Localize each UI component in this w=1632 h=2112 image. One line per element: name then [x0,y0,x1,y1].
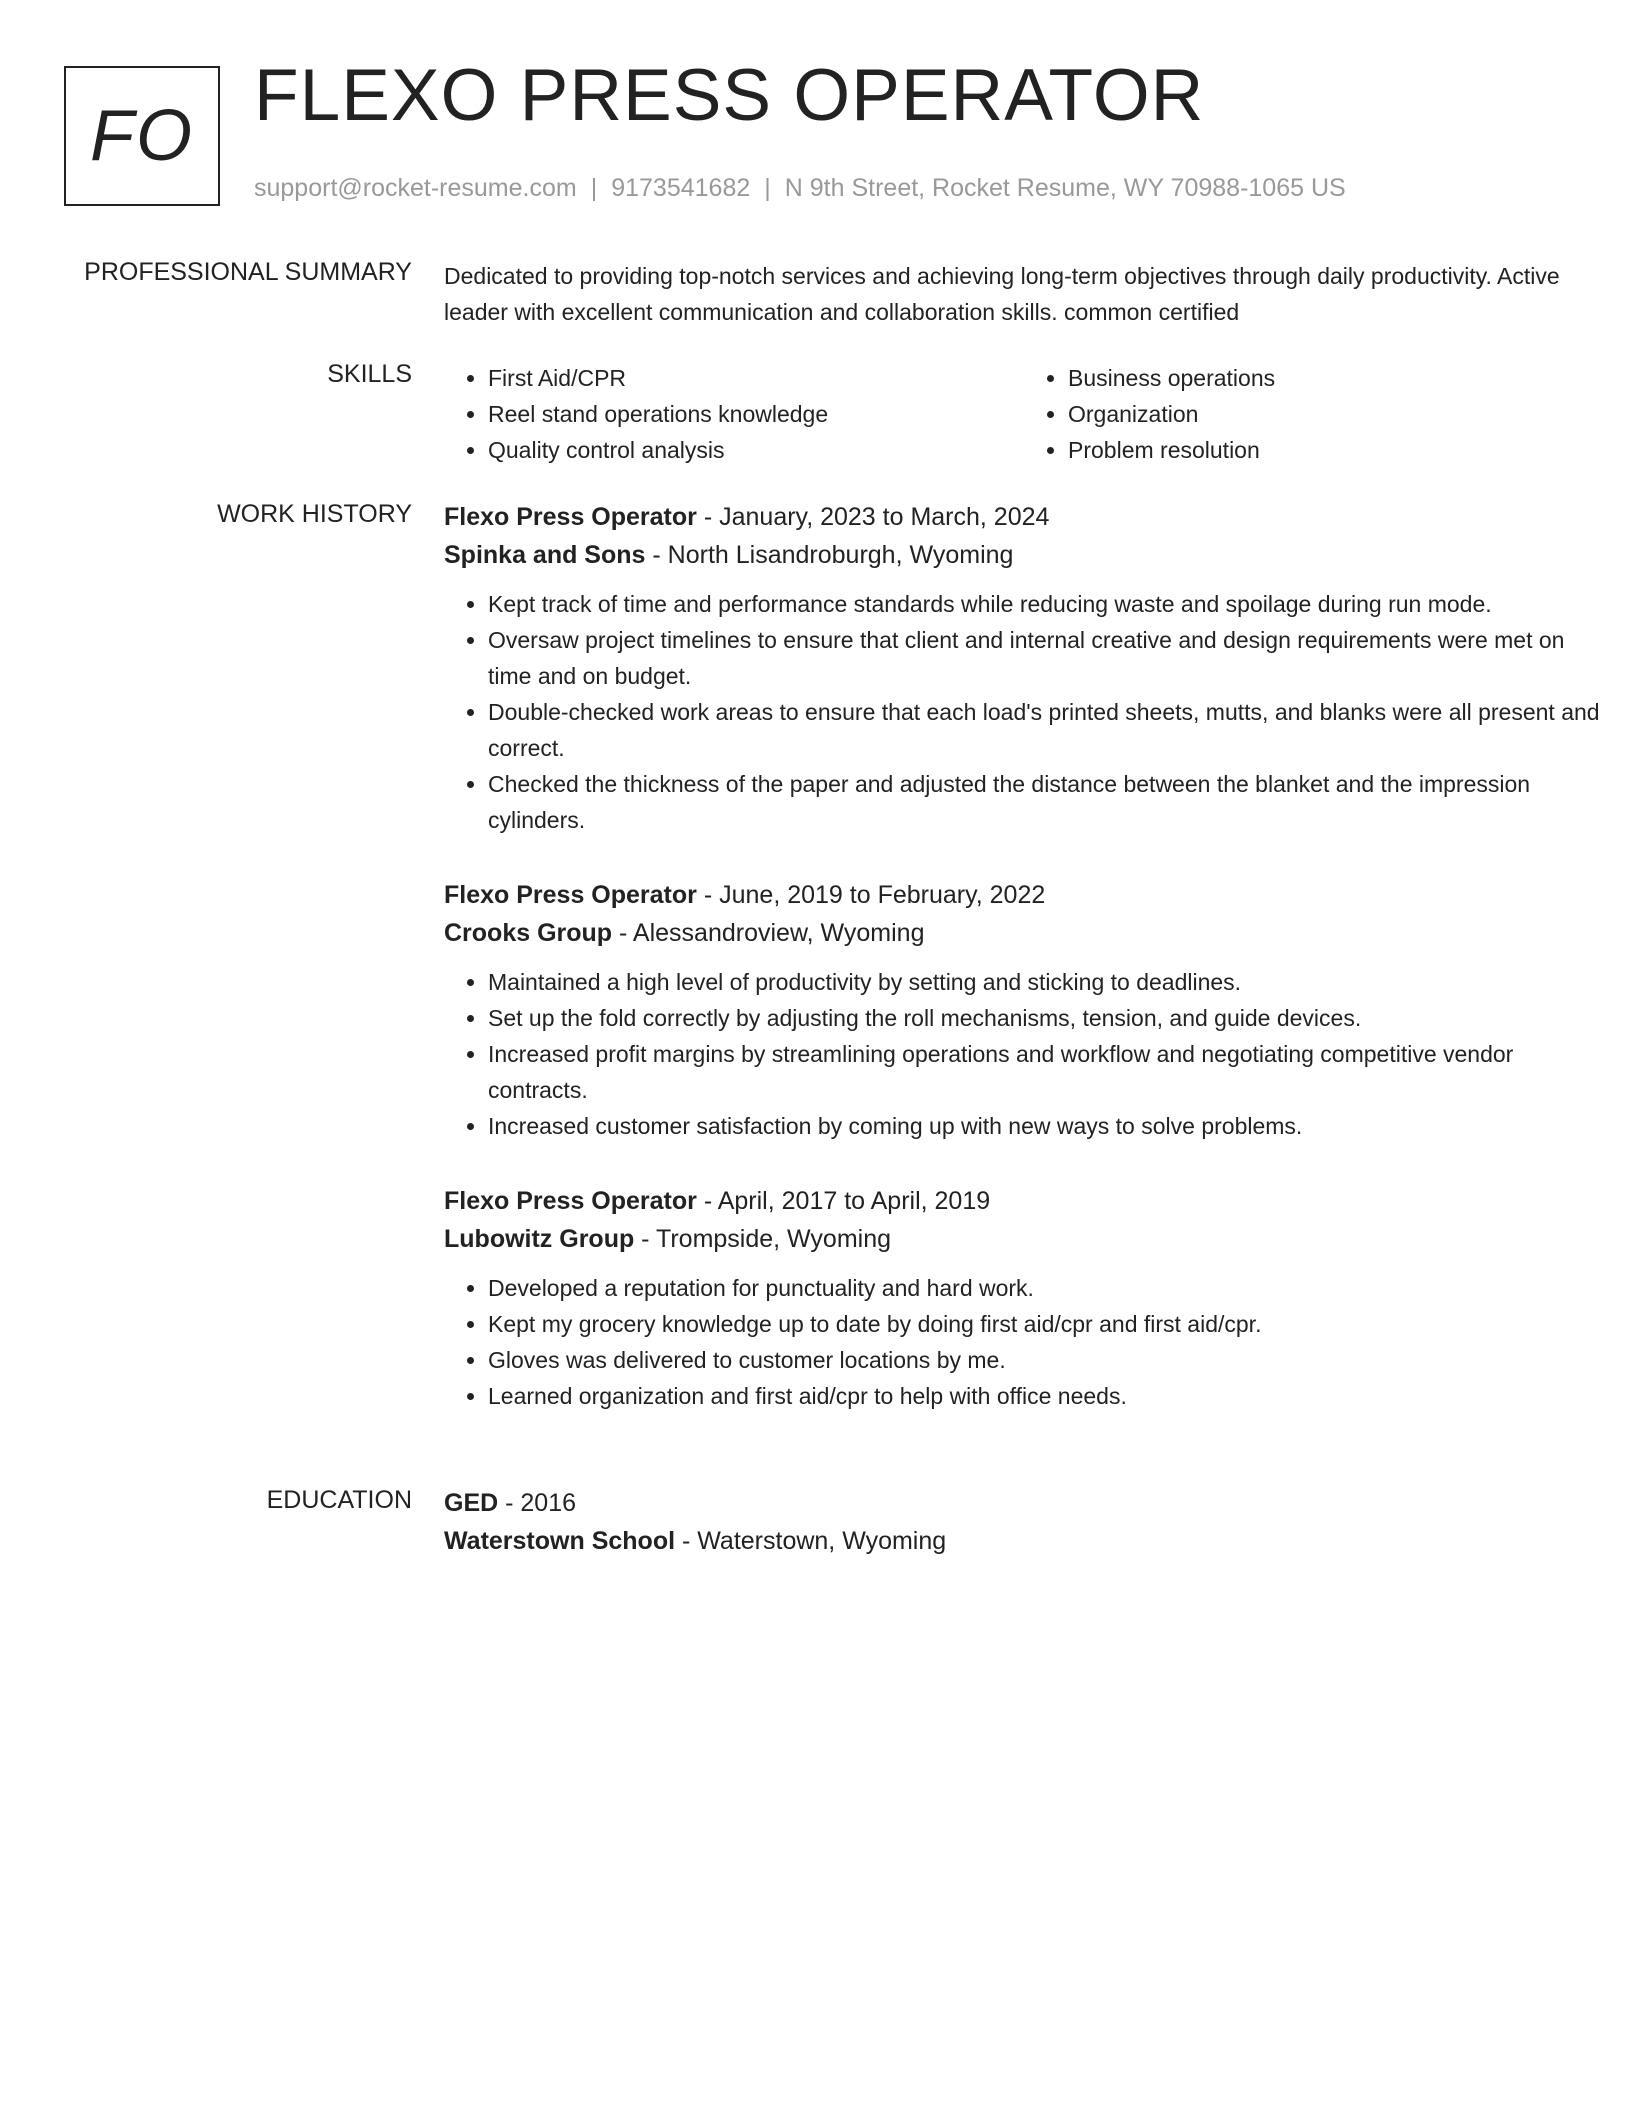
education-school: Waterstown School [444,1527,676,1555]
summary-body [444,258,1604,330]
section-label-skills: SKILLS [327,360,412,388]
contact-address: N 9th Street, Rocket Resume, WY 70988-1065 US [784,174,1346,202]
page-title: FLEXO PRESS OPERATOR [254,55,1205,136]
education-degree-line [444,1484,1604,1522]
job-bullets [444,586,1604,838]
job-dates: - June, 2019 to February, 2022 [696,881,1046,909]
list-item: • Kept my grocery knowledge up to date by doing first aid/cpr and first aid/cpr. [488,1306,1604,1342]
job-title-line [444,498,1604,536]
section-label-work-history: WORK HISTORY [217,500,412,528]
list-item: • Oversaw project timelines to ensure that client and internal creative and design requirements were met on time and on budget. [488,622,1604,694]
summary-text: Dedicated to providing top-notch services and achieving long-term objectives through daily productivity. Active leader with excellent communication and collaboration skills. common certified [444,263,1560,325]
education-location: - Waterstown, Wyoming [675,1527,947,1555]
job-title-line [444,1182,1604,1220]
skill-item: • Problem resolution [1068,432,1564,468]
list-item: • Kept track of time and performance standards while reducing waste and spoilage during run mode. [488,586,1604,622]
job-title: Flexo Press Operator [444,881,697,909]
job-entry [444,876,1604,1144]
contact-line [254,174,1346,203]
list-item: • Maintained a high level of productivity by setting and sticking to deadlines. [488,964,1604,1000]
list-item: • Developed a reputation for punctuality and hard work. [488,1270,1604,1306]
work-history-body [444,498,1604,1452]
skill-item: • First Aid/CPR [488,360,984,396]
job-title-line [444,876,1604,914]
skill-item: • Business operations [1068,360,1564,396]
job-company-line [444,536,1604,574]
job-company: Spinka and Sons [444,541,646,569]
job-company-line [444,1220,1604,1258]
list-item: • Gloves was delivered to customer locations by me. [488,1342,1604,1378]
contact-separator: | [764,174,771,202]
list-item: • Set up the fold correctly by adjusting the roll mechanisms, tension, and guide devices. [488,1000,1604,1036]
job-location: - Trompside, Wyoming [634,1225,892,1253]
job-entry [444,1182,1604,1414]
job-bullets [444,1270,1604,1414]
job-entry [444,498,1604,838]
list-item: • Increased customer satisfaction by coming up with new ways to solve problems. [488,1108,1604,1144]
contact-email[interactable]: support@rocket-resume.com [254,174,577,202]
skill-item: • Quality control analysis [488,432,984,468]
skill-item: • Reel stand operations knowledge [488,396,984,432]
contact-phone[interactable]: 9173541682 [611,174,751,202]
education-body [444,1484,1604,1560]
job-company: Lubowitz Group [444,1225,635,1253]
list-item: • Increased profit margins by streamlining operations and workflow and negotiating competitive vendor contracts. [488,1036,1604,1108]
education-degree: GED [444,1489,499,1517]
section-label-summary: PROFESSIONAL SUMMARY [84,258,412,286]
job-bullets [444,964,1604,1144]
job-company-line [444,914,1604,952]
list-item: • Double-checked work areas to ensure that each load's printed sheets, mutts, and blanks were all present and correct. [488,694,1604,766]
education-school-line [444,1522,1604,1560]
job-location: - North Lisandroburgh, Wyoming [645,541,1014,569]
skill-item: • Organization [1068,396,1564,432]
skills-column-1 [444,360,984,468]
education-year: - 2016 [498,1489,577,1517]
skills-column-2 [1024,360,1564,468]
monogram: FO [64,66,220,206]
job-dates: - January, 2023 to March, 2024 [696,503,1050,531]
skills-body [444,360,1604,468]
list-item: • Learned organization and first aid/cpr to help with office needs. [488,1378,1604,1414]
job-company: Crooks Group [444,919,613,947]
job-title: Flexo Press Operator [444,503,697,531]
contact-separator: | [590,174,598,202]
job-dates: - April, 2017 to April, 2019 [696,1187,991,1215]
job-location: - Alessandroview, Wyoming [612,919,925,947]
section-label-education: EDUCATION [266,1486,412,1514]
job-title: Flexo Press Operator [444,1187,697,1215]
list-item: • Checked the thickness of the paper and adjusted the distance between the blanket and the impression cylinders. [488,766,1604,838]
